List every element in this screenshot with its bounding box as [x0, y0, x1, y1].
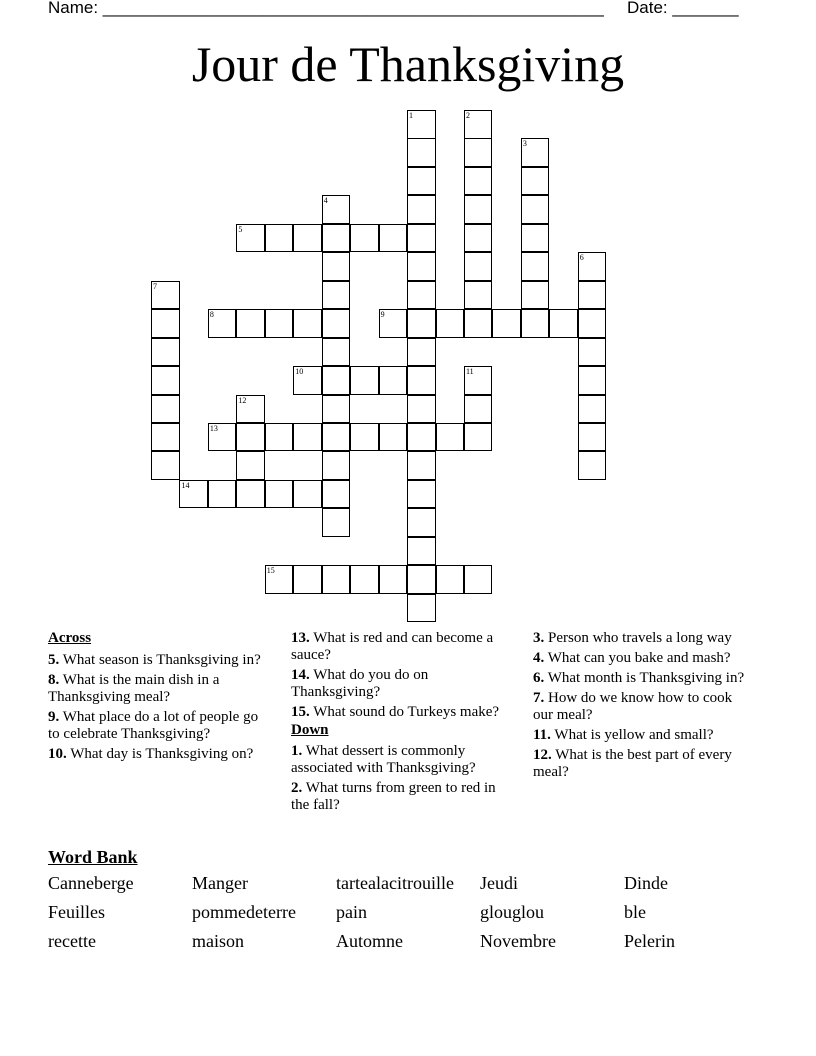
clue-text: What dessert is commonly associated with Thanksgiving? — [291, 743, 476, 776]
crossword-cell[interactable] — [151, 366, 180, 395]
crossword-cell[interactable] — [322, 338, 351, 367]
crossword-cell[interactable] — [322, 366, 351, 395]
crossword-cell[interactable] — [407, 309, 436, 338]
clue-text: What season is Thanksgiving in? — [62, 652, 261, 668]
word-bank-item: pain — [336, 902, 367, 922]
crossword-cell[interactable] — [293, 565, 322, 594]
crossword-cell[interactable] — [265, 480, 294, 509]
crossword-cell[interactable] — [151, 281, 180, 310]
crossword-cell[interactable] — [521, 167, 550, 196]
crossword-cell[interactable] — [578, 366, 607, 395]
word-bank-item: maison — [192, 931, 244, 951]
crossword-cell[interactable] — [293, 224, 322, 253]
crossword-cell[interactable] — [407, 252, 436, 281]
clue-number: 6. — [533, 670, 545, 686]
clue-across-9 — [48, 709, 273, 743]
crossword-cell[interactable] — [407, 565, 436, 594]
crossword-cell[interactable] — [350, 423, 379, 452]
crossword-cell[interactable] — [407, 366, 436, 395]
clue-number-label: 9 — [380, 310, 385, 320]
clue-text: What day is Thanksgiving on? — [70, 746, 254, 762]
crossword-cell[interactable] — [208, 309, 237, 338]
crossword-cell[interactable] — [407, 395, 436, 424]
clue-number: 13. — [291, 630, 310, 646]
crossword-cell[interactable] — [464, 224, 493, 253]
page-title: Jour de Thanksgiving — [191, 36, 625, 92]
word-bank — [48, 872, 768, 952]
date-field: Date: _______ — [627, 0, 739, 17]
clue-number: 11. — [533, 727, 551, 743]
crossword-cell[interactable] — [407, 508, 436, 537]
crossword-cell[interactable] — [265, 565, 294, 594]
crossword-cell[interactable] — [464, 565, 493, 594]
word-bank-item: Novembre — [480, 931, 556, 951]
crossword-cell[interactable] — [322, 224, 351, 253]
crossword-cell[interactable] — [265, 423, 294, 452]
crossword-cell[interactable] — [521, 309, 550, 338]
crossword-cell[interactable] — [407, 167, 436, 196]
crossword-cell[interactable] — [521, 252, 550, 281]
crossword-cell[interactable] — [521, 281, 550, 310]
clue-text: What place do a lot of people go to celebrate Thanksgiving? — [48, 709, 259, 742]
clue-number-label: 7 — [153, 281, 157, 291]
crossword-cell[interactable] — [379, 224, 408, 253]
crossword-cell[interactable] — [322, 252, 351, 281]
clue-text: What month is Thanksgiving in? — [547, 670, 745, 686]
clue-number-label: 15 — [266, 566, 275, 576]
clue-number-label: 14 — [181, 480, 190, 490]
clue-number-label: 3 — [522, 139, 527, 149]
crossword-cell[interactable] — [464, 395, 493, 424]
crossword-cell[interactable] — [322, 395, 351, 424]
crossword-cell[interactable] — [436, 565, 465, 594]
crossword-cell[interactable] — [322, 508, 351, 537]
clue-number-label: 12 — [238, 395, 247, 405]
clue-text: What is yellow and small? — [554, 727, 714, 743]
clue-number: 2. — [291, 780, 303, 796]
clue-across-5 — [48, 652, 273, 669]
crossword-cell[interactable] — [407, 281, 436, 310]
crossword-cell[interactable] — [521, 195, 550, 224]
crossword-cell[interactable] — [407, 423, 436, 452]
crossword-cell[interactable] — [407, 338, 436, 367]
crossword-cell[interactable] — [350, 565, 379, 594]
crossword-cell[interactable] — [407, 195, 436, 224]
clue-number-label: 13 — [209, 423, 218, 433]
clue-number: 5. — [48, 652, 60, 668]
crossword-cell[interactable] — [464, 167, 493, 196]
crossword-cell[interactable] — [236, 309, 265, 338]
clue-across-8 — [48, 672, 273, 706]
clue-down-7 — [533, 690, 748, 724]
clue-column-3 — [533, 630, 748, 784]
crossword-cell[interactable] — [322, 480, 351, 509]
clue-number: 7. — [533, 690, 545, 706]
crossword-cell[interactable] — [407, 224, 436, 253]
clue-number-label: 11 — [465, 367, 474, 377]
crossword-cell[interactable] — [464, 309, 493, 338]
crossword-cell[interactable] — [322, 423, 351, 452]
clue-down-12 — [533, 747, 748, 781]
crossword-cell[interactable] — [236, 224, 265, 253]
word-bank-item: Manger — [192, 873, 248, 893]
crossword-cell[interactable] — [379, 423, 408, 452]
clue-number: 9. — [48, 709, 60, 725]
word-bank-item: Automne — [336, 931, 403, 951]
clue-across-10 — [48, 746, 273, 763]
crossword-cell[interactable] — [521, 138, 550, 167]
crossword-cell[interactable] — [322, 281, 351, 310]
crossword-cell[interactable] — [578, 338, 607, 367]
clue-number: 3. — [533, 630, 545, 646]
clue-text: What is the best part of every meal? — [533, 747, 732, 780]
crossword-cell[interactable] — [151, 451, 180, 480]
word-bank-item: ble — [624, 902, 646, 922]
crossword-cell[interactable] — [578, 395, 607, 424]
clue-down-2 — [291, 780, 516, 814]
crossword-cell[interactable] — [236, 395, 265, 424]
crossword-cell[interactable] — [265, 224, 294, 253]
crossword-cell[interactable] — [293, 366, 322, 395]
clue-down-11 — [533, 727, 748, 744]
word-bank-item: tartealacitrouille — [336, 873, 454, 893]
crossword-cell[interactable] — [578, 252, 607, 281]
crossword-cell[interactable] — [236, 451, 265, 480]
across-heading: Across — [48, 630, 92, 646]
clue-number-label: 4 — [323, 196, 328, 206]
clue-text: What do you do on Thanksgiving? — [291, 667, 429, 700]
clue-down-1 — [291, 743, 516, 777]
crossword-cell[interactable] — [208, 480, 237, 509]
word-bank-item: glouglou — [480, 902, 545, 922]
word-bank-item: Dinde — [624, 873, 668, 893]
clue-text: What is the main dish in a Thanksgiving meal? — [48, 672, 220, 705]
clue-text: What sound do Turkeys make? — [313, 704, 500, 720]
crossword-cell[interactable] — [350, 224, 379, 253]
crossword-cell[interactable] — [407, 480, 436, 509]
crossword-cell[interactable] — [436, 309, 465, 338]
crossword-cell[interactable] — [407, 138, 436, 167]
crossword-cell[interactable] — [322, 309, 351, 338]
clue-number: 8. — [48, 672, 60, 688]
crossword-cell[interactable] — [151, 338, 180, 367]
crossword-cell[interactable] — [578, 309, 607, 338]
crossword-cell[interactable] — [464, 423, 493, 452]
crossword-cell[interactable] — [464, 252, 493, 281]
clue-text: How do we know how to cook our meal? — [533, 690, 733, 723]
clue-text: What turns from green to red in the fall? — [291, 780, 496, 813]
crossword-cell[interactable] — [407, 537, 436, 566]
clue-down-6 — [533, 670, 748, 687]
crossword-cell[interactable] — [492, 309, 521, 338]
clue-number: 10. — [48, 746, 67, 762]
clue-across-15 — [291, 704, 516, 721]
clue-number: 14. — [291, 667, 310, 683]
clue-number-label: 1 — [409, 111, 414, 120]
crossword-cell[interactable] — [293, 480, 322, 509]
crossword-cell[interactable] — [521, 224, 550, 253]
down-heading: Down — [291, 722, 329, 738]
clue-number-label: 10 — [295, 367, 304, 377]
clue-text: What can you bake and mash? — [547, 650, 731, 666]
crossword-cell[interactable] — [236, 480, 265, 509]
crossword-cell[interactable] — [464, 138, 493, 167]
clue-column-2 — [291, 630, 516, 817]
crossword-cell[interactable] — [293, 309, 322, 338]
word-bank-item: Pelerin — [624, 931, 675, 951]
crossword-cell[interactable] — [151, 395, 180, 424]
crossword-cell[interactable] — [293, 423, 322, 452]
word-bank-item: Feuilles — [48, 902, 105, 922]
crossword-cell[interactable] — [407, 451, 436, 480]
crossword-cell[interactable] — [407, 594, 436, 623]
crossword-cell[interactable] — [578, 281, 607, 310]
clue-across-13 — [291, 630, 516, 664]
crossword-cell[interactable] — [151, 423, 180, 452]
clue-number: 12. — [533, 747, 552, 763]
crossword-cell[interactable] — [379, 565, 408, 594]
crossword-cell[interactable] — [350, 366, 379, 395]
word-bank-item: recette — [48, 931, 96, 951]
clue-number-label: 2 — [465, 111, 470, 120]
crossword-cell[interactable] — [464, 366, 493, 395]
clue-number: 15. — [291, 704, 310, 720]
crossword-cell[interactable] — [236, 423, 265, 452]
crossword-cell[interactable] — [436, 423, 465, 452]
crossword-cell[interactable] — [407, 110, 436, 139]
clue-number-label: 5 — [238, 224, 243, 234]
crossword-cell[interactable] — [322, 451, 351, 480]
clue-column-1 — [48, 630, 273, 766]
crossword-cell[interactable] — [379, 366, 408, 395]
crossword-cell[interactable] — [322, 195, 351, 224]
crossword-cell[interactable] — [578, 423, 607, 452]
crossword-cell[interactable] — [179, 480, 208, 509]
crossword-cell[interactable] — [322, 565, 351, 594]
crossword-cell[interactable] — [464, 110, 493, 139]
crossword-cell[interactable] — [151, 309, 180, 338]
clue-number-label: 6 — [579, 253, 584, 263]
crossword-cell[interactable] — [208, 423, 237, 452]
word-bank-item: pommedeterre — [192, 902, 296, 922]
word-bank-item: Jeudi — [480, 873, 518, 893]
clue-number: 4. — [533, 650, 545, 666]
crossword-cell[interactable] — [265, 309, 294, 338]
crossword-cell[interactable] — [464, 281, 493, 310]
clue-across-14 — [291, 667, 516, 701]
clue-number-label: 8 — [209, 310, 214, 320]
crossword-cell[interactable] — [578, 451, 607, 480]
crossword-cell[interactable] — [464, 195, 493, 224]
word-bank-item: Canneberge — [48, 873, 134, 893]
name-field: Name: _____________________________________________________ — [48, 0, 604, 17]
crossword-cell[interactable] — [549, 309, 578, 338]
clue-down-4 — [533, 650, 748, 667]
clue-text: Person who travels a long way — [548, 630, 732, 646]
clue-number: 1. — [291, 743, 303, 759]
word-bank-title: Word Bank — [48, 847, 138, 867]
clue-down-3 — [533, 630, 748, 647]
clue-text: What is red and can become a sauce? — [291, 630, 494, 663]
crossword-cell[interactable] — [379, 309, 408, 338]
